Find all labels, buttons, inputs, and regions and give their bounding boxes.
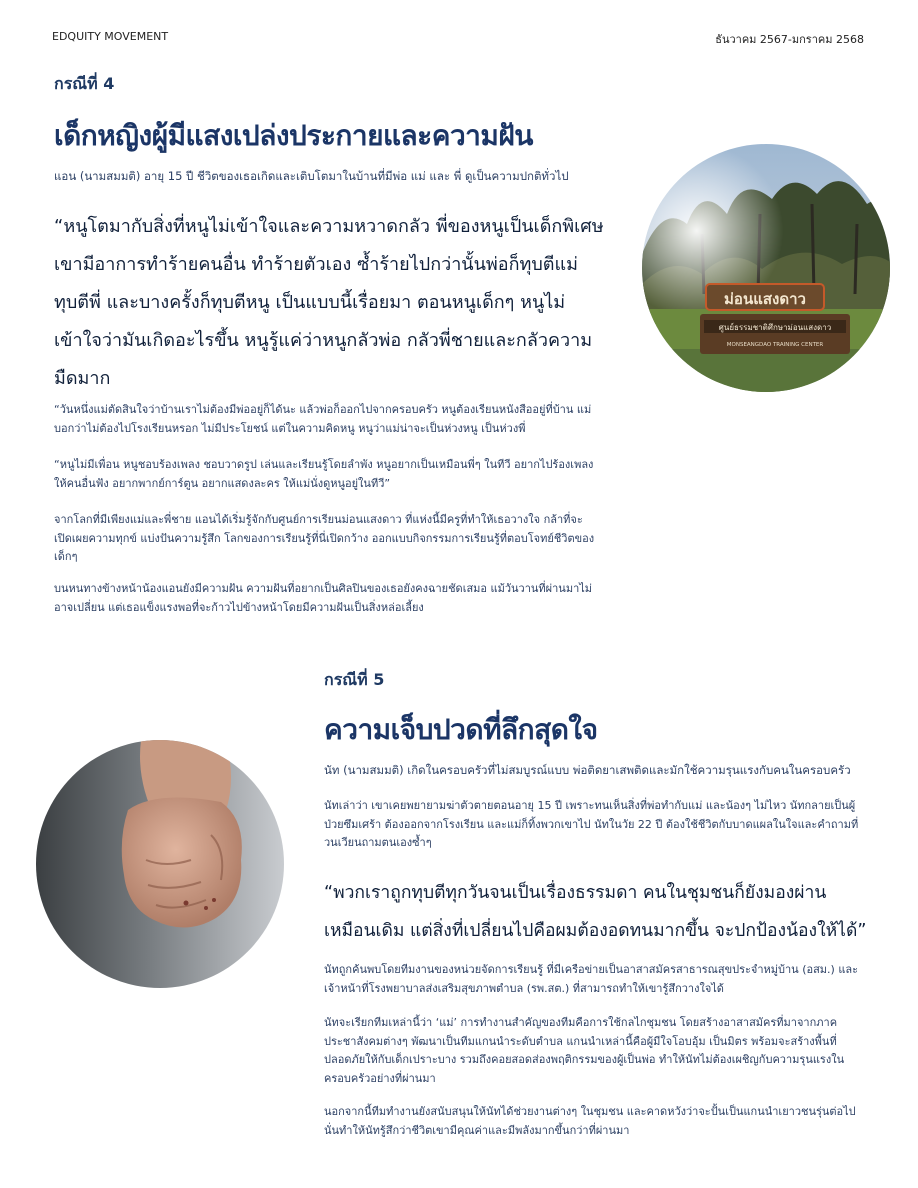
case5-paragraph: นัทเล่าว่า เขาเคยพยายามฆ่าตัวตายตอนอายุ 15 ปี เพราะทนเห็นสิ่งที่พ่อทำกับแม่ และน้องๆ ไม่ไหว นัทกลายเป็นผู้ป่วยซึมเศร้า ต้องออกจากโรงเรียน และแม่ก็ทิ้งพวกเขาไป นัทในวัย 22 ปี ต้องใช้ชีวิตกับบาดแผลในใจและคำถามที่วนเวียนถามตนเองซ้ำๆ [324,799,859,849]
issue-date: ธันวาคม 2567-มกราคม 2568 [715,33,864,46]
case4-quote: “หนูโตมากับสิ่งที่หนูไม่เข้าใจและความหวาดกลัว พี่ของหนูเป็นเด็กพิเศษ เขามีอาการทำร้ายคนอื่น ทำร้ายตัวเอง ซ้ำร้ายไปกว่านั้นพ่อก็ทุบตีแม่ ทุบตีพี่ และบางครั้งก็ทุบตีหนู เป็นแบบนี้เรื่อยมา ตอนหนูเด็กๆ หนูไม่เข้าใจว่ามันเกิดอะไรขึ้น หนูรู้แค่ว่าหนูกลัวพ่อ กลัวพี่ชายและกลัวความมืดมาก [54,216,604,389]
case5-intro: นัท (นามสมมติ) เกิดในครอบครัวที่ไม่สมบูรณ์แบบ พ่อติดยาเสพติดและมักใช้ความรุนแรงกับคนในครอบครัว [324,763,851,777]
case5-paragraph: นัทถูกค้นพบโดยทีมงานของหน่วยจัดการเรียนรู้ ที่มีเครือข่ายเป็นอาสาสมัครสาธารณสุขประจำหมู่บ้าน (อสม.) และเจ้าหน้าที่โรงพยาบาลส่งเสริมสุขภาพตำบล (รพ.สต.) ที่สามารถทำให้เขารู้สึกวางใจได้ [324,963,859,995]
case4-intro: แอน (นามสมมติ) อายุ 15 ปี ชีวิตของเธอเกิดและเติบโตมาในบ้านที่มีพ่อ แม่ และ พี่ ดูเป็นความปกติทั่วไป [54,169,569,183]
case5-paragraph: นอกจากนี้ทีมทำงานยังสนับสนุนให้นัทได้ช่วยงานต่างๆ ในชุมชน และคาดหวังว่าจะปั้นเป็นแกนนำเยาวชนรุ่นต่อไป นั่นทำให้นัทรู้สึกว่าชีวิตเขามีคุณค่าและมีพลังมากขึ้นกว่าที่ผ่านมา [324,1105,856,1137]
case4-paragraph: “หนูไม่มีเพื่อน หนูชอบร้องเพลง ชอบวาดรูป เล่นและเรียนรู้โดยลำพัง หนูอยากเป็นเหมือนพี่ๆ ในทีวี อยากไปร้องเพลงให้คนอื่นฟัง อยากพากย์การ์ตูน อยากแสดงละคร ให้แม่นั่งดูหนูอยู่ในทีวี” [54,458,594,490]
case4-paragraph: จากโลกที่มีเพียงแม่และพี่ชาย แอนได้เริ่มรู้จักกับศูนย์การเรียนม่อนแสงดาว ที่แห่งนี้มีครูที่ทำให้เธอวางใจ กล้าที่จะเปิดเผยความทุกข์ แบ่งปันความรู้สึก โลกของการเรียนรู้ที่นี่เปิดกว้าง ออกแบบกิจกรรมการเรียนรู้ที่ตอบโจทย์ชีวิตของเด็กๆ [54,513,595,563]
case4-photo [642,144,890,392]
case4-paragraph: บนหนทางข้างหน้าน้องแอนยังมีความฝัน ความฝันที่อยากเป็นศิลปินของเธอยังคงฉายชัดเสมอ แม้วันวานที่ผ่านมาไม่อาจเปลี่ยน แต่เธอแข็งแรงพอที่จะก้าวไปข้างหน้าโดยมีความฝันเป็นสิ่งหล่อเลี้ยง [54,582,593,614]
case5-photo [36,740,284,988]
case5-title: ความเจ็บปวดที่ลึกสุดใจ [324,713,598,746]
case4-photo-sign-subtext: ศูนย์ธรรมชาติศึกษาม่อนแสงดาว [718,323,832,332]
case4-title: เด็กหญิงผู้มีแสงเปล่งประกายและความฝัน [54,119,533,152]
case5-paragraph: นัทจะเรียกทีมเหล่านี้ว่า ‘แม่’ การทำงานสำคัญของทีมคือการใช้กลไกชุมชน โดยสร้างอาสาสมัครที่มาจากภาคประชาสังคมต่างๆ พัฒนาเป็นทีมแกนนำระดับตำบล แกนนำเหล่านี้คือผู้มีใจโอบอุ้ม เป็นมิตร พร้อมจะสร้างพื้นที่ปลอดภัยให้กับเด็กเปราะบาง รวมถึงคอยสอดส่องพฤติกรรมของผู้เป็นพ่อ ทำให้นัทไม่ต้องเผชิญกับความรุนแรงในครอบครัวอย่างที่ผ่านมา [324,1016,845,1085]
case5-label: กรณีที่ 5 [324,670,385,689]
case4-label: กรณีที่ 4 [54,74,115,93]
case4-paragraph: “วันหนึ่งแม่ตัดสินใจว่าบ้านเราไม่ต้องมีพ่ออยู่ก็ได้นะ แล้วพ่อก็ออกไปจากครอบครัว หนูต้องเรียนหนังสืออยู่ที่บ้าน แม่บอกว่าไม่ต้องไปโรงเรียนหรอก ไม่มีประโยชน์ แต่ในความคิดหนู หนูว่าแม่น่าจะเป็นห่วงหนู เป็นห่วงพี่ [54,403,592,435]
case5-quote: “พวกเราถูกทุบตีทุกวันจนเป็นเรื่องธรรมดา คนในชุมชนก็ยังมองผ่านเหมือนเดิม แต่สิ่งที่เปลี่ยนไปคือผมต้องอดทนมากขึ้น จะปกป้องน้องให้ได้” [324,883,867,941]
case4-photo-sign-text: ม่อนแสงดาว [724,290,806,308]
publication-name: EDQUITY MOVEMENT [52,30,169,43]
case4-photo-sign-caption: MONSEANGDAO TRAINING CENTER [726,342,824,348]
